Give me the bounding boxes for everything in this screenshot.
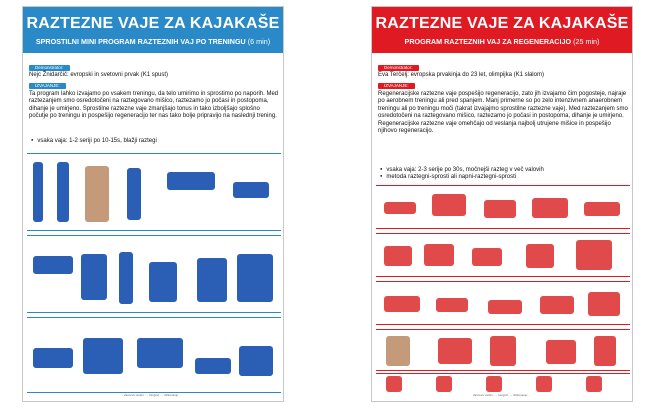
exercise-photo-row — [27, 317, 281, 393]
athlete-figure — [233, 182, 269, 198]
athlete-figure — [149, 262, 177, 302]
athlete-figure — [438, 338, 472, 364]
demonstrator-label: Demonstrator: — [378, 65, 419, 71]
demonstrator-label: Demonstrator: — [29, 65, 70, 71]
bullet-item: ● vsaka vaja: 2-3 serije po 30s, močnejši razteg v več valovih — [380, 165, 544, 174]
exercise-photo-row — [376, 373, 630, 392]
poster-duration: (6 min) — [247, 37, 271, 46]
athlete-figure — [119, 252, 133, 304]
poster-subtitle — [372, 37, 632, 46]
poster-subtitle — [23, 37, 283, 46]
poster-title: RAZTEZNE VAJE ZA KAJAKAŠE — [26, 15, 280, 32]
bullet-item: ● vsaka vaja: 1-2 seriji po 10-15s, blažji raztegi — [31, 136, 157, 145]
athlete-figure — [594, 336, 616, 366]
athlete-figure — [386, 376, 402, 392]
demonstrator-name: Eva Terčelj: evropska prvakinja do 23 let, olimpijka (K1 slalom) — [378, 72, 544, 78]
poster-left — [22, 6, 284, 402]
athlete-figure — [57, 162, 69, 222]
poster-duration: (25 min) — [573, 37, 600, 46]
poster-title: RAZTEZNE VAJE ZA KAJAKAŠE — [375, 15, 629, 32]
athlete-figure — [239, 346, 273, 376]
athlete-figure — [33, 256, 73, 274]
program-description: Regeneracijske raztezne vaje pospešijo regeneracijo, zato jih izvajamo čim pogosteje, najraje po aerobnem treningu ali pred spanjem. Manj primerne so po zelo intenzivnem anaerobnem treningu ali po treningu moči (takrat izvajajmo sprostilne raztezne vaje). Med raztezanjem smo osredotočeni na raztegovano mišico, raztezamo jo počasi in postopoma, dihanje je umirjeno. Regeneracijske raztezne vaje omehčajo od veslanja najbolj utrujene mišice in pospešijo njihovo regeneracijo. — [378, 91, 628, 135]
program-description: Ta program lahko izvajamo po vsakem treningu, da telo umirimo in sprostimo po naporih. Med raztezanjem smo osredotočeni na raztegovano mišico, raztezamo jo počasi in postopoma, dihanje je umirjeno. Sprostilne raztezne vaje zmanjšajo tonus in tako izboljšajo splošno počutje po treningu in pospešijo regeneracijo ter nas tako bolje pripravijo na naslednji trening. — [29, 91, 279, 120]
athlete-figure — [536, 376, 552, 392]
poster-right — [371, 6, 633, 402]
athlete-figure — [588, 292, 620, 316]
athlete-figure — [584, 202, 620, 216]
athlete-figure — [384, 296, 420, 312]
athlete-figure — [526, 244, 554, 268]
athlete-figure — [83, 338, 123, 374]
athlete-figure — [33, 348, 73, 368]
athlete-figure — [137, 338, 183, 368]
athlete-figure — [432, 194, 466, 216]
poster-subtitle-text: SPROSTILNI MINI PROGRAM RAZTEZNIH VAJ PO TRENINGU — [35, 37, 246, 46]
athlete-figure — [33, 162, 43, 222]
athlete-figure — [484, 200, 516, 218]
explain-label: IZVAJANJE: — [29, 83, 66, 89]
exercise-photo-row — [27, 235, 281, 313]
athlete-figure — [472, 248, 502, 266]
athlete-figure — [546, 340, 576, 364]
athlete-figure — [81, 254, 107, 300]
poster-footer: Zasnova vsebin: ..., fotograf: ..., oblikovanje: ... — [473, 393, 531, 397]
bullet-item: ● metoda raztegni-sprosti ali napni-raztegni-sprosti — [380, 172, 516, 181]
athlete-figure — [576, 240, 612, 270]
athlete-figure — [436, 298, 468, 312]
athlete-figure — [195, 358, 231, 374]
poster-subtitle-text: PROGRAM RAZTEZNIH VAJ ZA REGENERACIJO — [404, 37, 572, 46]
athlete-figure — [436, 376, 452, 392]
athlete-figure — [237, 254, 273, 302]
athlete-figure — [384, 246, 412, 266]
athlete-figure — [127, 168, 141, 220]
poster-header — [23, 7, 283, 53]
athlete-figure — [490, 336, 516, 366]
exercise-photo-row — [376, 185, 630, 229]
poster-header — [372, 7, 632, 53]
explain-label: IZVAJANJE: — [378, 83, 415, 89]
athlete-figure — [586, 376, 602, 392]
athlete-figure — [384, 202, 416, 214]
athlete-figure — [424, 244, 454, 266]
demonstrator-name: Nejc Žnidarčič: evropski in svetovni prvak (K1 spust) — [29, 72, 169, 78]
exercise-photo-row — [376, 329, 630, 371]
poster-footer: Zasnova vsebin: ..., fotograf: ..., oblikovanje: ... — [124, 393, 182, 397]
athlete-figure — [486, 376, 502, 392]
athlete-figure — [532, 198, 568, 218]
exercise-photo-row — [376, 281, 630, 325]
athlete-figure — [197, 258, 227, 302]
wall-bars-figure — [85, 166, 109, 222]
athlete-figure — [540, 296, 574, 314]
wall-bars-figure — [386, 336, 410, 366]
athlete-figure — [488, 300, 522, 314]
exercise-photo-row — [376, 233, 630, 277]
athlete-figure — [167, 172, 215, 190]
exercise-photo-row — [27, 153, 281, 231]
